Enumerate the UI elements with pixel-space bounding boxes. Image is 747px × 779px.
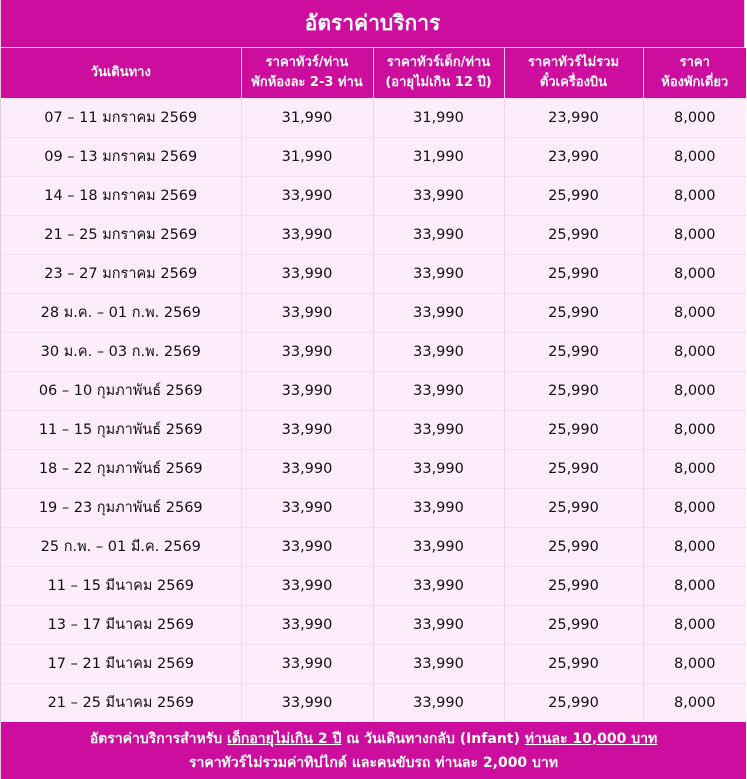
table-row: [1, 644, 746, 683]
cell-date: 18 – 22 กุมภาพันธ์ 2569: [1, 449, 241, 488]
cell-date: 09 – 13 มกราคม 2569: [1, 137, 241, 176]
cell-child: 33,990: [373, 683, 504, 722]
table-row: [1, 254, 746, 293]
cell-adult: 33,990: [241, 371, 373, 410]
cell-adult: 33,990: [241, 527, 373, 566]
cell-single: 8,000: [643, 644, 746, 683]
cell-child: 33,990: [373, 293, 504, 332]
table-row: [1, 215, 746, 254]
cell-adult: 33,990: [241, 293, 373, 332]
cell-child: 33,990: [373, 254, 504, 293]
cell-date: 28 ม.ค. – 01 ก.พ. 2569: [1, 293, 241, 332]
table-row: [1, 137, 746, 176]
cell-adult: 33,990: [241, 254, 373, 293]
cell-child: 31,990: [373, 98, 504, 137]
cell-single: 8,000: [643, 683, 746, 722]
cell-single: 8,000: [643, 527, 746, 566]
cell-adult: 33,990: [241, 644, 373, 683]
table-row: [1, 527, 746, 566]
cell-child: 33,990: [373, 605, 504, 644]
cell-date: 21 – 25 มีนาคม 2569: [1, 683, 241, 722]
cell-no-ticket: 25,990: [504, 644, 643, 683]
header-travel-date: วันเดินทาง: [1, 48, 241, 98]
cell-date: 11 – 15 มีนาคม 2569: [1, 566, 241, 605]
cell-date: 19 – 23 กุมภาพันธ์ 2569: [1, 488, 241, 527]
cell-no-ticket: 25,990: [504, 449, 643, 488]
cell-child: 33,990: [373, 176, 504, 215]
cell-child: 33,990: [373, 527, 504, 566]
cell-child: 33,990: [373, 449, 504, 488]
header-single-room-price: ราคา ห้องพักเดี่ยว: [643, 48, 746, 98]
cell-adult: 33,990: [241, 449, 373, 488]
table-row: [1, 371, 746, 410]
table-row: [1, 488, 746, 527]
cell-adult: 33,990: [241, 605, 373, 644]
cell-no-ticket: 25,990: [504, 566, 643, 605]
cell-child: 33,990: [373, 332, 504, 371]
cell-child: 33,990: [373, 644, 504, 683]
table-row: [1, 176, 746, 215]
cell-adult: 33,990: [241, 215, 373, 254]
cell-adult: 33,990: [241, 488, 373, 527]
price-table: [1, 48, 746, 722]
cell-no-ticket: 25,990: [504, 332, 643, 371]
cell-date: 06 – 10 กุมภาพันธ์ 2569: [1, 371, 241, 410]
cell-adult: 33,990: [241, 566, 373, 605]
table-row: [1, 683, 746, 722]
cell-adult: 33,990: [241, 683, 373, 722]
cell-no-ticket: 25,990: [504, 254, 643, 293]
cell-date: 11 – 15 กุมภาพันธ์ 2569: [1, 410, 241, 449]
table-header-row: [1, 48, 746, 98]
cell-date: 17 – 21 มีนาคม 2569: [1, 644, 241, 683]
cell-no-ticket: 23,990: [504, 98, 643, 137]
cell-no-ticket: 25,990: [504, 371, 643, 410]
table-row: [1, 332, 746, 371]
table-row: [1, 98, 746, 137]
cell-child: 33,990: [373, 410, 504, 449]
table-row: [1, 449, 746, 488]
cell-date: 25 ก.พ. – 01 มี.ค. 2569: [1, 527, 241, 566]
cell-child: 33,990: [373, 566, 504, 605]
header-no-ticket-price: ราคาทัวร์ไม่รวม ตั๋วเครื่องบิน: [504, 48, 643, 98]
footer-note-infant: อัตราค่าบริการสำหรับ เด็กอายุไม่เกิน 2 ปี ณ วันเดินทางกลับ (Infant) ท่านละ 10,000 บาท: [89, 730, 658, 747]
cell-date: 21 – 25 มกราคม 2569: [1, 215, 241, 254]
cell-single: 8,000: [643, 410, 746, 449]
cell-no-ticket: 25,990: [504, 488, 643, 527]
cell-single: 8,000: [643, 449, 746, 488]
cell-adult: 33,990: [241, 410, 373, 449]
cell-adult: 31,990: [241, 98, 373, 137]
cell-child: 33,990: [373, 215, 504, 254]
cell-single: 8,000: [643, 566, 746, 605]
footer-note-tip: ราคาทัวร์ไม่รวมค่าทิปไกด์ และคนขับรถ ท่านละ 2,000 บาท: [188, 754, 559, 771]
cell-single: 8,000: [643, 293, 746, 332]
cell-adult: 31,990: [241, 137, 373, 176]
cell-single: 8,000: [643, 176, 746, 215]
cell-single: 8,000: [643, 332, 746, 371]
cell-no-ticket: 25,990: [504, 527, 643, 566]
cell-date: 23 – 27 มกราคม 2569: [1, 254, 241, 293]
cell-single: 8,000: [643, 137, 746, 176]
cell-no-ticket: 25,990: [504, 293, 643, 332]
table-row: [1, 410, 746, 449]
cell-child: 33,990: [373, 371, 504, 410]
cell-no-ticket: 23,990: [504, 137, 643, 176]
cell-no-ticket: 25,990: [504, 605, 643, 644]
cell-no-ticket: 25,990: [504, 410, 643, 449]
cell-single: 8,000: [643, 98, 746, 137]
cell-single: 8,000: [643, 488, 746, 527]
page-title: อัตราค่าบริการ: [1, 0, 744, 48]
table-row: [1, 605, 746, 644]
cell-single: 8,000: [643, 215, 746, 254]
cell-date: 13 – 17 มีนาคม 2569: [1, 605, 241, 644]
footer-notes: [1, 722, 746, 779]
cell-adult: 33,990: [241, 332, 373, 371]
header-child-price: ราคาทัวร์เด็ก/ท่าน (อายุไม่เกิน 12 ปี): [373, 48, 504, 98]
table-row: [1, 566, 746, 605]
cell-no-ticket: 25,990: [504, 176, 643, 215]
cell-single: 8,000: [643, 371, 746, 410]
cell-single: 8,000: [643, 605, 746, 644]
cell-no-ticket: 25,990: [504, 215, 643, 254]
cell-child: 33,990: [373, 488, 504, 527]
cell-child: 31,990: [373, 137, 504, 176]
cell-single: 8,000: [643, 254, 746, 293]
cell-no-ticket: 25,990: [504, 683, 643, 722]
table-row: [1, 293, 746, 332]
cell-date: 14 – 18 มกราคม 2569: [1, 176, 241, 215]
header-adult-price: ราคาทัวร์/ท่าน พักห้องละ 2-3 ท่าน: [241, 48, 373, 98]
cell-adult: 33,990: [241, 176, 373, 215]
cell-date: 30 ม.ค. – 03 ก.พ. 2569: [1, 332, 241, 371]
cell-date: 07 – 11 มกราคม 2569: [1, 98, 241, 137]
